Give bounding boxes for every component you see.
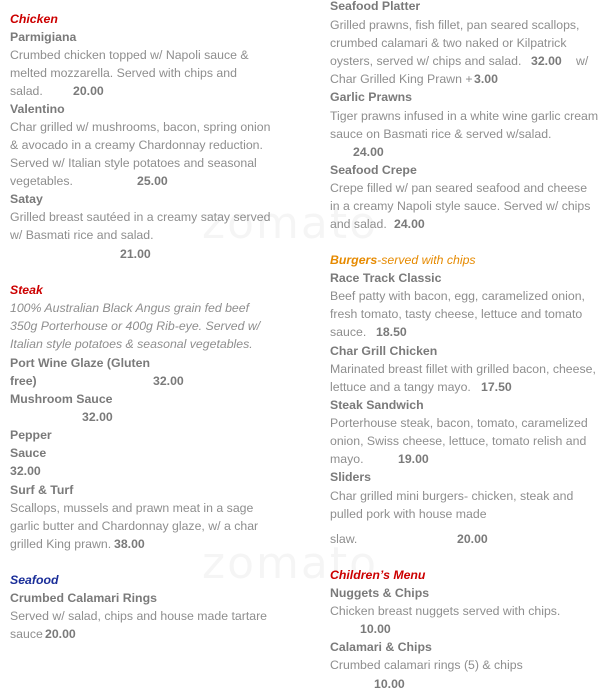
item-price: 18.50 [376,325,407,339]
item-price: 10.00 [374,677,405,691]
item-price: 20.00 [45,627,76,641]
section-title-seafood: Seafood [10,573,59,587]
item-desc: Beef patty with bacon, egg, caramelized onion, [330,289,585,303]
item-name-calamari-chips: Calamari & Chips [330,640,432,654]
item-desc: sauce [10,627,43,641]
item-desc: onion, Swiss cheese, lettuce, tomato relish and [330,434,587,448]
item-name-char-grill-chicken: Char Grill Chicken [330,344,438,358]
item-price: 20.00 [457,532,488,546]
item-name-pepper: Sauce [10,446,47,460]
item-price: 32.00 [531,54,562,68]
burgers-subtitle: -served with chips [377,253,476,267]
item-name-pepper: Pepper [10,428,52,442]
item-desc: fresh tomato, tasty cheese, lettuce and tomato [330,307,583,321]
burgers-title: Burgers [330,253,378,267]
item-desc: w/ [576,54,589,68]
item-name-race-track: Race Track Classic [330,271,442,285]
item-name-mushroom: Mushroom Sauce [10,392,113,406]
item-desc: Porterhouse steak, bacon, tomato, caramelized [330,416,588,430]
item-price: 32.00 [10,464,41,478]
item-name-valentino: Valentino [10,102,65,116]
item-desc: Grilled breast sautéed in a creamy satay served [10,210,271,224]
item-name-seafood-crepe: Seafood Crepe [330,163,417,177]
item-price: 20.00 [73,84,104,98]
item-desc: garlic butter and Chardonnay glaze, w/ a char [10,519,259,533]
section-title-burgers [330,251,476,269]
item-name-surf-turf: Surf & Turf [10,483,74,497]
item-desc: & avocado in a creamy Chardonnay reduction. [10,138,263,152]
item-price: 32.00 [82,410,113,424]
item-desc: Scallops, mussels and prawn meat in a sage [10,501,254,515]
item-desc: and salad. [330,217,387,231]
item-desc: Crumbed calamari rings (5) & chips [330,658,523,672]
item-price: 25.00 [137,174,168,188]
item-name-port-wine: free) [10,374,37,388]
section-desc: Italian style potatoes & seasonal vegetables. [10,337,253,351]
item-name-port-wine: Port Wine Glaze (Gluten [10,356,150,370]
section-desc: 100% Australian Black Angus grain fed beef [10,301,250,315]
item-desc: mayo. [330,452,364,466]
item-desc: sauce on Basmati rice & served w/salad. [330,127,552,141]
item-price: 21.00 [120,247,151,261]
item-desc: lettuce and a tangy mayo. [330,380,471,394]
item-desc: pulled pork with house made [330,507,487,521]
item-price: 19.00 [398,452,429,466]
item-desc: w/ Basmati rice and salad. [10,228,154,242]
item-name-steak-sandwich: Steak Sandwich [330,398,424,412]
section-title-steak: Steak [10,283,43,297]
item-desc: Char grilled w/ mushrooms, bacon, spring onion [10,120,271,134]
section-title-chicken: Chicken [10,12,58,26]
item-desc: oysters, served w/ chips and salad. [330,54,522,68]
section-title-childrens-menu: Children’s Menu [330,568,426,582]
item-name-garlic-prawns: Garlic Prawns [330,90,413,104]
item-desc: vegetables. [10,174,73,188]
item-name-satay: Satay [10,192,43,206]
item-desc: sauce. [330,325,367,339]
item-name-crumbed-calamari: Crumbed Calamari Rings [10,591,157,605]
item-desc: Served w/ Italian style potatoes and seasonal [10,156,257,170]
item-desc: Chicken breast nuggets served with chips. [330,604,561,618]
item-desc: Grilled prawns, fish fillet, pan seared scallops, [330,18,580,32]
item-desc: slaw. [330,532,358,546]
item-desc: Char grilled mini burgers- chicken, steak and [330,489,574,503]
item-price: 32.00 [153,374,184,388]
item-desc: Crepe filled w/ pan seared seafood and cheese [330,181,588,195]
item-price: 24.00 [394,217,425,231]
item-desc: Marinated breast fillet with grilled bacon, cheese, [330,362,596,376]
item-desc: in a creamy Napoli style sauce. Served w/ chips [330,199,591,213]
item-price: 17.50 [481,380,512,394]
item-price: 10.00 [360,622,391,636]
item-price: 24.00 [353,145,384,159]
item-desc: melted mozzarella. Served with chips and [10,66,237,80]
item-desc: Char Grilled King Prawn + [330,72,473,86]
item-price: 3.00 [474,72,498,86]
item-desc: Served w/ salad, chips and house made tartare [10,609,268,623]
item-desc: grilled King prawn. [10,537,112,551]
item-price: 38.00 [114,537,145,551]
item-desc: crumbed calamari & two naked or Kilpatrick [330,36,567,50]
item-desc: Crumbed chicken topped w/ Napoli sauce & [10,48,249,62]
item-desc: Tiger prawns infused in a white wine garlic cream [330,109,599,123]
item-name-sliders: Sliders [330,470,372,484]
section-desc: 350g Porterhouse or 400g Rib-eye. Served w/ [10,319,261,333]
item-name-parmigiana: Parmigiana [10,30,77,44]
item-desc: salad. [10,84,43,98]
item-name-seafood-platter: Seafood Platter [330,0,421,13]
item-name-nuggets: Nuggets & Chips [330,586,430,600]
